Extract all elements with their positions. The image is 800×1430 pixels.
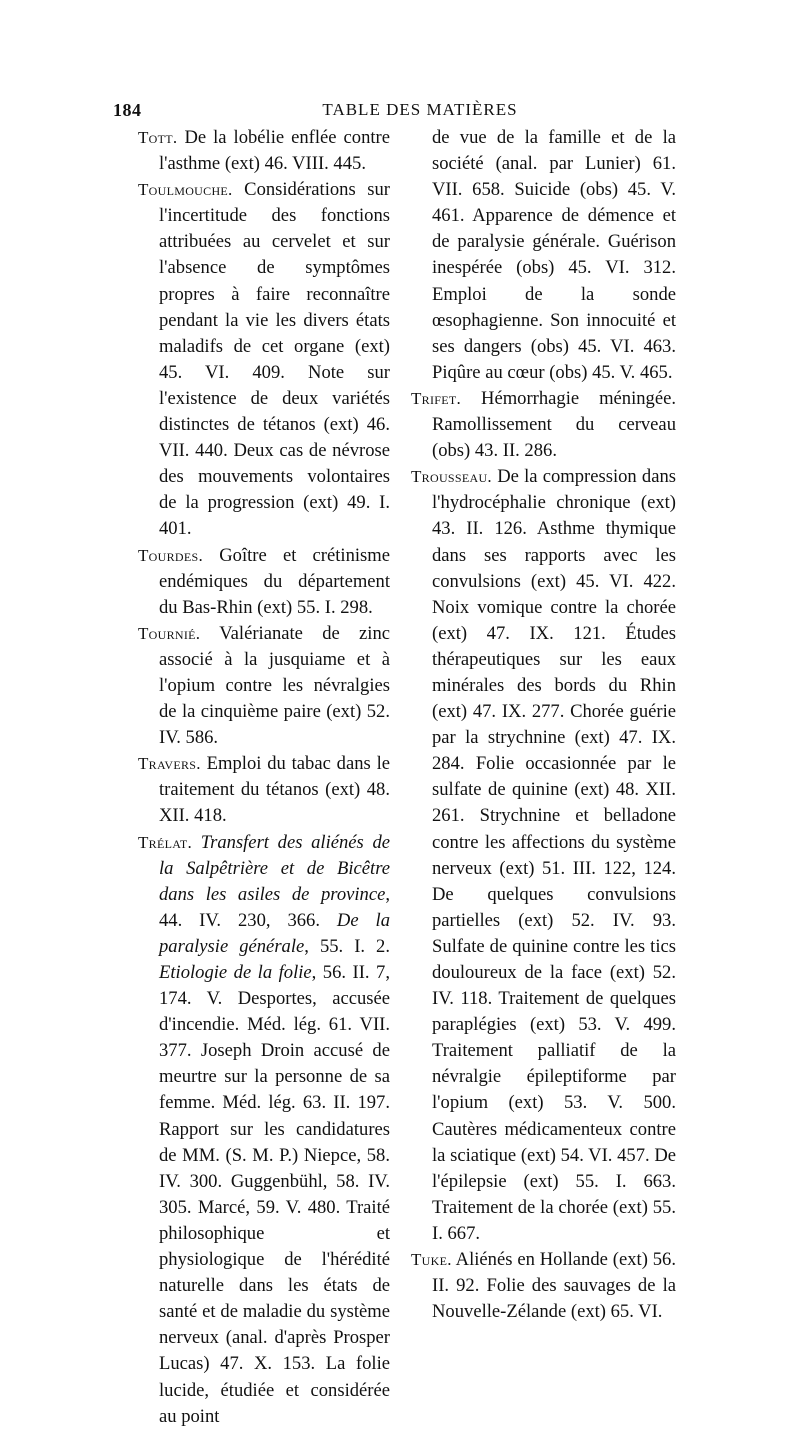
- index-entry: [411, 1247, 676, 1325]
- entry-text: Valérianate de zinc associé à la jusquiame et à l'opium contre les névralgies de la cinquième paire (ext) 52. IV. 586.: [159, 622, 390, 749]
- entry-author: Trélat.: [138, 832, 193, 852]
- running-head: TABLE DES MATIÈRES: [322, 100, 518, 119]
- entry-text: , 55. I. 2.: [304, 935, 391, 957]
- entry-text: Considérations sur l'incertitude des fonctions attribuées au cervelet et sur l'absence de symptômes propres à faire reconnaître pendant la vie les divers états maladifs de cet organe (ext) 45. VI. 409. Note sur l'existence de deux variétés distinctes de tétanos (ext) 46. VII. 440. Deux cas de névrose des mouvements volontaires de la progression (ext) 49. I. 401.: [159, 179, 390, 540]
- entry-title-italic: Etiologie de la folie: [159, 962, 312, 983]
- entry-text: [192, 832, 201, 853]
- entry-text: De la compression dans l'hydrocéphalie chronique (ext) 43. II. 126. Asthme thymique dans ses rapports avec les convulsions (ext) 45. VI. 422. Noix vomique contre la chorée (ext) 47. IX. 121. Études thérapeutiques sur les eaux minérales des bords du Rhin (ext) 47. IX. 277. Chorée guérie par la strychnine (ext) 47. IX. 284. Folie occasionnée par le sulfate de quinine (ext) 48. XII. 261. Strychnine et belladone contre les affections du système nerveux (ext) 51. III. 122, 124. De quelques convulsions partielles (ext) 52. IV. 93. Sulfate de quinine contre les tics douloureux de la face (ext) 52. IV. 118. Traitement de quelques paraplégies (ext) 53. V. 499. Traitement palliatif de la névralgie épileptiforme par l'opium (ext) 53. V. 500. Cautères médicamenteux contre la sciatique (ext) 54. VI. 457. De l'épilepsie (ext) 55. I. 663. Traitement de la chorée (ext) 55. I. 667.: [432, 466, 676, 1244]
- left-column: [138, 125, 390, 1430]
- index-entry-continued: [411, 125, 676, 386]
- index-entry: [138, 177, 390, 542]
- entry-author: Travers.: [138, 754, 201, 774]
- index-entry: [138, 830, 390, 1430]
- entry-author: Toulmouche.: [138, 180, 233, 200]
- index-entry: [138, 751, 390, 829]
- entry-text: De la lobélie enflée contre l'asthme (ext) 46. VIII. 445.: [159, 127, 390, 175]
- right-column: [411, 125, 676, 1325]
- entry-text: , 56. II. 7, 174. V. Desportes, accusée d'incendie. Méd. lég. 61. VII. 377. Joseph Droin accusé de meurtre sur la personne de sa femme. Méd. lég. 63. II. 197. Rapport sur les candidatures de MM. (S. M. P.) Niepce, 58. IV. 300. Guggenbühl, 58. IV. 305. Marcé, 59. V. 480. Traité philosophique et physiologique de l'hérédité naturelle dans les états de santé et de maladie du système nerveux (anal. d'après Prosper Lucas) 47. X. 153. La folie lucide, étudiée et considérée au point: [159, 962, 390, 1427]
- entry-author: Tournié.: [138, 623, 201, 643]
- entry-text: de vue de la famille et de la société (anal. par Lunier) 61. VII. 658. Suicide (obs) 45. V. 461. Apparence de démence et de paralysie générale. Guérison inespérée (obs) 45. VI. 312. Emploi de la sonde œsophagienne. Son innocuité et ses dangers (obs) 45. VI. 463. Piqûre au cœur (obs) 45. V. 465.: [432, 127, 676, 383]
- page-number: 184: [113, 100, 142, 120]
- entry-text: , 44. IV. 230, 366.: [159, 883, 390, 931]
- index-entry: [138, 621, 390, 751]
- index-entry: [411, 386, 676, 464]
- entry-author: Trifet.: [411, 388, 462, 408]
- entry-title-italic: Transfert des aliénés de la Salpêtrière et de Bicêtre dans les asiles de province: [159, 831, 390, 905]
- entry-text: Emploi du tabac dans le traitement du tétanos (ext) 48. XII. 418.: [159, 753, 390, 827]
- entry-author: Tott.: [138, 128, 178, 147]
- entry-text: Aliénés en Hollande (ext) 56. II. 92. Folie des sauvages de la Nouvelle-Zélande (ext) 65. VI.: [432, 1249, 676, 1323]
- entry-author: Trousseau.: [411, 467, 492, 487]
- entry-title-italic: De la paralysie générale: [159, 909, 390, 957]
- entry-author: Tourdes.: [138, 545, 204, 565]
- entry-text: Hémorrhagie méningée. Ramollissement du cerveau (obs) 43. II. 286.: [432, 387, 676, 462]
- entry-text: Goître et crétinisme endémiques du département du Bas-Rhin (ext) 55. I. 298.: [159, 544, 390, 618]
- index-entry: [411, 464, 676, 1247]
- index-entry: [138, 125, 390, 177]
- entry-author: Tuke.: [411, 1250, 452, 1270]
- index-entry: [138, 543, 390, 621]
